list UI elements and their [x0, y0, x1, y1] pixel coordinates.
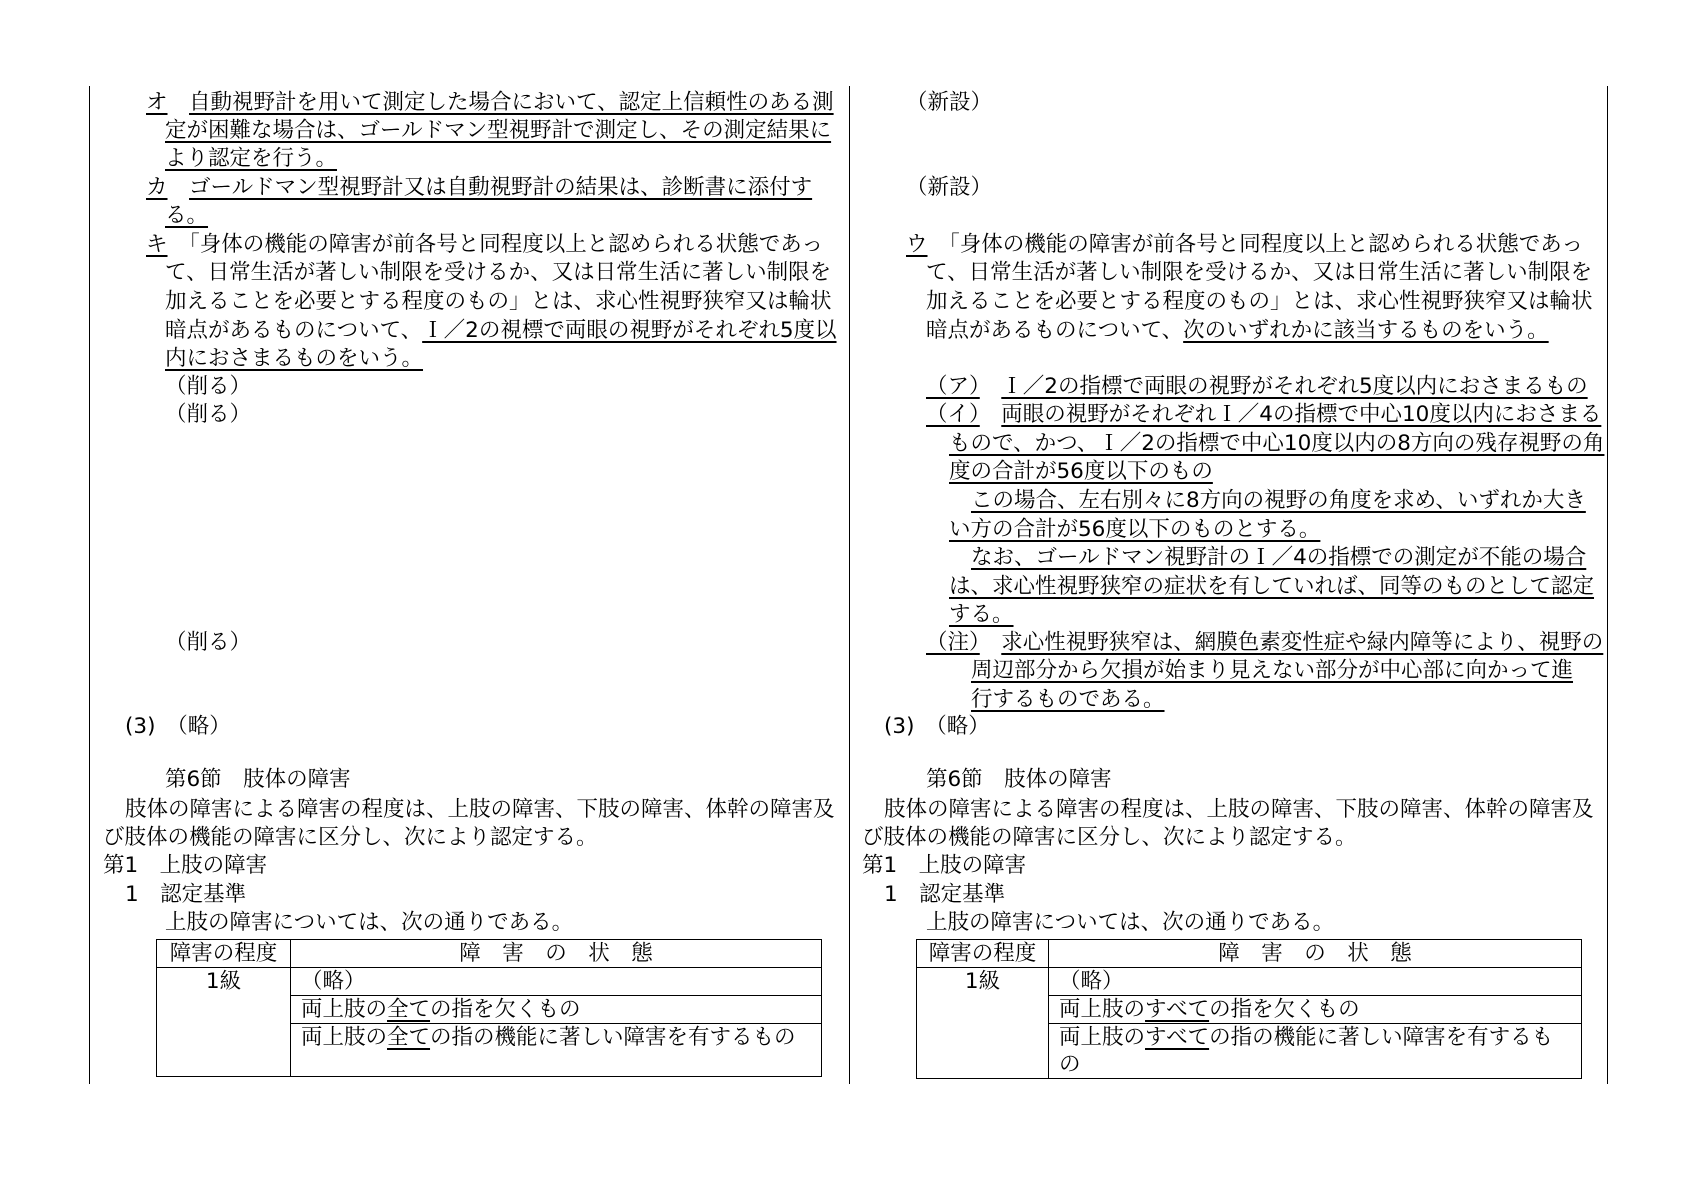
state-cell	[1049, 1024, 1582, 1079]
right-text-line	[926, 766, 1112, 794]
left-text-line	[165, 202, 208, 230]
text-segment: 「身体の機能の障害が前各号と同程度以上と認められる状態であっ	[167, 232, 824, 257]
underlined-amendment-text: 度の合計が56度以下のもの	[949, 459, 1213, 484]
underlined-amendment-text: キ	[146, 232, 168, 257]
right-text-line	[971, 657, 1573, 685]
right-text-line	[926, 401, 1601, 429]
right-text-line	[949, 458, 1213, 486]
grade-cell: 1級	[157, 968, 291, 1077]
underlined-amendment-text: カ	[146, 175, 168, 200]
state-cell: （略）	[291, 968, 822, 996]
state-text: 両上肢の	[1059, 1025, 1146, 1050]
underlined-amendment-text: なお、ゴールドマン視野計のＩ／4の指標での測定が不能の場合	[971, 545, 1587, 570]
underlined-amendment-text: 自動視野計を用いて測定した場合において、認定上信頼性のある測	[189, 90, 834, 115]
header-grade: 障害の程度	[917, 940, 1049, 968]
text-segment: 第1 上肢の障害	[103, 853, 268, 878]
text-segment: (3) （略）	[125, 714, 231, 739]
left-text-line	[125, 796, 835, 824]
underlined-amendment-text: Ｉ／2の指標で両眼の視野がそれぞれ5度以内におさまるもの	[1001, 374, 1588, 399]
left-text-line	[165, 317, 837, 345]
underlined-amendment-text: この場合、左右別々に8方向の視野の角度を求め、いずれか大き	[971, 488, 1586, 513]
left-text-line	[103, 824, 598, 852]
underlined-amendment-text: （イ）	[926, 402, 980, 427]
left-disability-table	[156, 939, 822, 1077]
text-segment: （削る）	[165, 630, 252, 655]
right-text-line	[926, 288, 1593, 316]
left-text-line	[165, 629, 251, 657]
state-text: 両上肢の	[301, 997, 388, 1022]
underlined-amendment-text: ウ	[906, 232, 928, 257]
text-segment: 暗点があるものについて、	[165, 318, 423, 343]
text-segment: び肢体の機能の障害に区分し、次により認定する。	[103, 825, 598, 850]
right-text-line	[862, 852, 1026, 880]
left-text-line	[125, 881, 246, 909]
text-segment	[168, 90, 190, 115]
left-border-line	[89, 86, 90, 1084]
right-disability-table	[916, 939, 1582, 1079]
state-text: の指を欠くもの	[1209, 997, 1360, 1022]
text-segment: （削る）	[165, 374, 252, 399]
right-text-line	[884, 881, 1005, 909]
right-text-line	[971, 487, 1586, 515]
text-segment: 「身体の機能の障害が前各号と同程度以上と認められる状態であっ	[927, 232, 1584, 257]
underlined-amendment-text: 内におさまるものをいう。	[165, 346, 424, 371]
underlined-amendment-text: する。	[949, 602, 1014, 627]
right-text-line	[906, 231, 1583, 259]
state-text: 両上肢の	[1059, 997, 1146, 1022]
right-text-line	[926, 373, 1588, 401]
amended-term: 全て	[387, 997, 431, 1022]
underlined-amendment-text: もので、かつ、Ｉ／2の指標で中心10度以内の8方向の残存視野の角	[949, 431, 1605, 456]
right-text-line	[926, 317, 1549, 345]
text-segment: 加えることを必要とする程度のもの」とは、求心性視野狭窄又は輪状	[165, 289, 832, 314]
text-segment: て、日常生活が著しい制限を受けるか、又は日常生活に著しい制限を	[926, 260, 1593, 285]
grade-cell: 1級	[917, 968, 1049, 1079]
right-text-line	[971, 544, 1586, 572]
underlined-amendment-text: オ	[146, 90, 168, 115]
text-segment: 肢体の障害による障害の程度は、上肢の障害、下肢の障害、体幹の障害及	[125, 797, 835, 822]
text-segment: （削る）	[165, 402, 252, 427]
underlined-amendment-text: る。	[165, 203, 209, 228]
left-text-line	[165, 345, 423, 373]
right-text-line	[926, 909, 1334, 937]
right-text-line	[906, 174, 992, 202]
left-text-line	[165, 259, 831, 287]
underlined-amendment-text: より認定を行う。	[165, 146, 338, 171]
right-text-line	[862, 824, 1357, 852]
left-text-line	[103, 852, 267, 880]
underlined-amendment-text: い方の合計が56度以下のものとする。	[949, 517, 1321, 542]
amended-term: すべて	[1145, 997, 1210, 1022]
text-segment: 第6節 肢体の障害	[926, 767, 1112, 792]
left-text-line	[146, 89, 834, 117]
underlined-amendment-text: 求心性視野狭窄は、網膜色素変性症や緑内障等により、視野の	[1001, 630, 1604, 655]
underlined-amendment-text: 両眼の視野がそれぞれＩ／4の指標で中心10度以内におさまる	[1001, 402, 1602, 427]
text-segment	[980, 374, 1002, 399]
table-row	[157, 968, 822, 996]
text-segment: 上肢の障害については、次の通りである。	[926, 910, 1335, 935]
text-segment: 暗点があるものについて、	[926, 318, 1184, 343]
underlined-amendment-text: は、求心性視野狭窄の症状を有していれば、同等のものとして認定	[949, 574, 1595, 599]
state-cell: （略）	[1049, 968, 1582, 996]
left-text-line	[146, 174, 812, 202]
underlined-amendment-text: ゴールドマン型視野計又は自動視野計の結果は、診断書に添付す	[189, 175, 813, 200]
right-text-line	[926, 629, 1603, 657]
right-text-line	[884, 796, 1594, 824]
right-text-line	[949, 516, 1320, 544]
right-text-line	[884, 713, 990, 741]
table-row	[917, 968, 1582, 996]
header-grade: 障害の程度	[157, 940, 291, 968]
header-state: 障 害 の 状 態	[291, 940, 822, 968]
left-text-line	[165, 288, 832, 316]
text-segment: び肢体の機能の障害に区分し、次により認定する。	[862, 825, 1357, 850]
state-cell	[291, 996, 822, 1024]
underlined-amendment-text: （ア）	[926, 374, 980, 399]
left-text-line	[146, 231, 823, 259]
text-segment: （新設）	[906, 90, 993, 115]
left-text-line	[165, 117, 831, 145]
right-text-line	[949, 601, 1014, 629]
left-text-line	[165, 909, 573, 937]
left-text-line	[165, 766, 351, 794]
header-state: 障 害 の 状 態	[1049, 940, 1582, 968]
text-segment	[980, 630, 1002, 655]
table-header-row	[917, 940, 1582, 968]
underlined-amendment-text: 行するものである。	[971, 687, 1165, 712]
text-segment: 1 認定基準	[125, 882, 247, 907]
center-divider-line	[849, 86, 850, 1084]
text-segment: 第6節 肢体の障害	[165, 767, 351, 792]
right-text-line	[949, 573, 1594, 601]
text-segment: 肢体の障害による障害の程度は、上肢の障害、下肢の障害、体幹の障害及	[884, 797, 1594, 822]
amended-term: 全て	[387, 1025, 431, 1050]
underlined-amendment-text: （注）	[926, 630, 980, 655]
left-text-line	[125, 713, 231, 741]
text-segment: 第1 上肢の障害	[862, 853, 1027, 878]
underlined-amendment-text: 周辺部分から欠損が始まり見えない部分が中心部に向かって進	[971, 658, 1574, 683]
table-header-row	[157, 940, 822, 968]
text-segment: (3) （略）	[884, 714, 990, 739]
state-text: の指を欠くもの	[430, 997, 581, 1022]
left-text-line	[165, 145, 337, 173]
underlined-amendment-text: Ｉ／2の視標で両眼の視野がそれぞれ5度以	[422, 318, 837, 343]
state-text: の指の機能に著しい障害を有するもの	[1059, 1025, 1554, 1077]
text-segment	[980, 402, 1002, 427]
text-segment: 加えることを必要とする程度のもの」とは、求心性視野狭窄又は輪状	[926, 289, 1593, 314]
amended-term: すべて	[1145, 1025, 1210, 1050]
state-cell	[291, 1024, 822, 1077]
state-cell	[1049, 996, 1582, 1024]
text-segment: て、日常生活が著しい制限を受けるか、又は日常生活に著しい制限を	[165, 260, 832, 285]
underlined-amendment-text: 次のいずれかに該当するものをいう。	[1183, 318, 1549, 343]
text-segment	[168, 175, 190, 200]
state-text: 両上肢の	[301, 1025, 388, 1050]
right-text-line	[971, 686, 1165, 714]
left-text-line	[165, 373, 251, 401]
right-border-line	[1607, 86, 1608, 1084]
text-segment: 上肢の障害については、次の通りである。	[165, 910, 574, 935]
right-text-line	[949, 430, 1604, 458]
underlined-amendment-text: 定が困難な場合は、ゴールドマン型視野計で測定し、その測定結果に	[165, 118, 832, 143]
state-text: の指の機能に著しい障害を有するもの	[430, 1025, 796, 1050]
right-text-line	[926, 259, 1592, 287]
left-text-line	[165, 401, 251, 429]
right-text-line	[906, 89, 992, 117]
text-segment: （新設）	[906, 175, 993, 200]
text-segment: 1 認定基準	[884, 882, 1006, 907]
